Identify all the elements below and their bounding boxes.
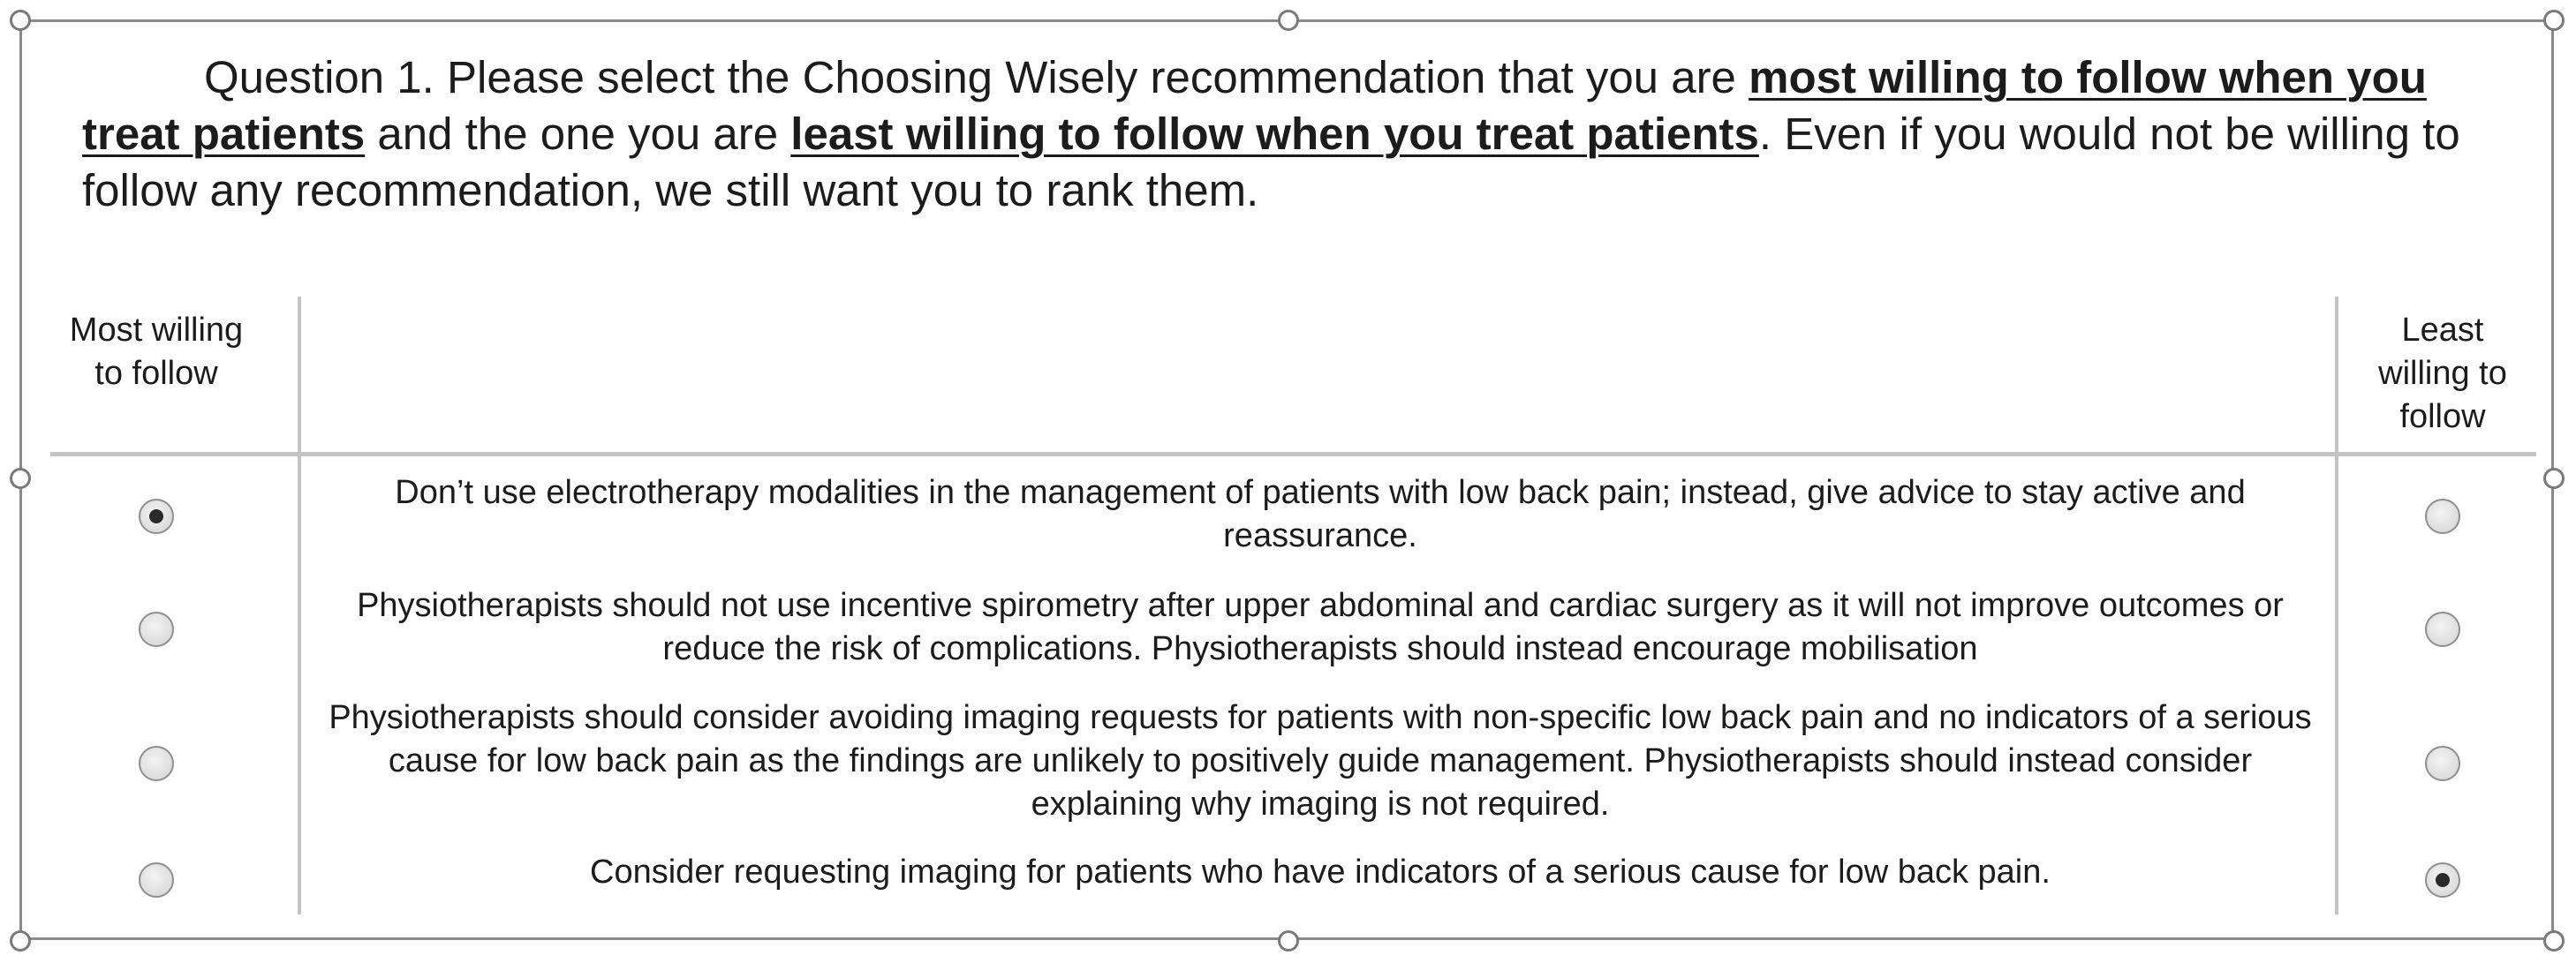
resize-handle-middle-right[interactable] [2543, 468, 2565, 489]
question-outro: . Even if you would not be willing to follow any recommendation, we still want you to rank them. [82, 109, 2460, 215]
recommendation-statement-1: Don’t use electrotherapy modalities in the management of patients with low back pain; instead, give advice to stay active and reassurance. [395, 474, 2246, 554]
header-divider [50, 452, 2536, 456]
radio-most-row-1[interactable] [139, 499, 174, 534]
resize-handle-bottom-left[interactable] [10, 930, 31, 952]
resize-handle-middle-left[interactable] [10, 468, 31, 489]
radio-least-row-1[interactable] [2425, 499, 2460, 534]
question-intro: Question 1. Please select the Choosing Wisely recommendation that you are [204, 52, 1749, 102]
recommendation-statement-3: Physiotherapists should consider avoiding imaging requests for patients with non-specific low back pain and no indicators of a serious cause for low back pain as the findings are unlikely to positively guide management. Physiotherapists should instead consider explaining why imaging is not required. [329, 699, 2312, 823]
column-header-least: Least willing to follow [2378, 312, 2507, 435]
recommendation-statement-2: Physiotherapists should not use incentive spirometry after upper abdominal and cardiac surgery as it will not improve outcomes or reduce the risk of complications. Physiotherapists should instead encourage mobilisation [357, 587, 2284, 667]
radio-least-row-4[interactable] [2425, 862, 2460, 898]
question-text [82, 49, 2511, 219]
radio-least-row-2[interactable] [2425, 612, 2460, 647]
column-divider-right [2335, 297, 2338, 914]
resize-handle-top-left[interactable] [10, 10, 31, 31]
resize-handle-top-right[interactable] [2543, 10, 2565, 31]
resize-handle-bottom-middle[interactable] [1278, 930, 1299, 952]
radio-most-row-4[interactable] [139, 862, 174, 898]
resize-handle-top-middle[interactable] [1278, 10, 1299, 31]
question-most-phrase: most willing to follow when you treat patients [82, 52, 2427, 159]
radio-least-row-3[interactable] [2425, 746, 2460, 781]
question-middle: and the one you are [365, 109, 791, 159]
radio-most-row-3[interactable] [139, 746, 174, 781]
radio-most-row-2[interactable] [139, 612, 174, 647]
column-divider-left [298, 297, 301, 914]
recommendation-statement-4: Consider requesting imaging for patients who have indicators of a serious cause for low back pain. [590, 854, 2051, 891]
resize-handle-bottom-right[interactable] [2543, 930, 2565, 952]
question-least-phrase: least willing to follow when you treat patients [790, 109, 1759, 159]
column-header-most: Most willing to follow [69, 312, 244, 392]
